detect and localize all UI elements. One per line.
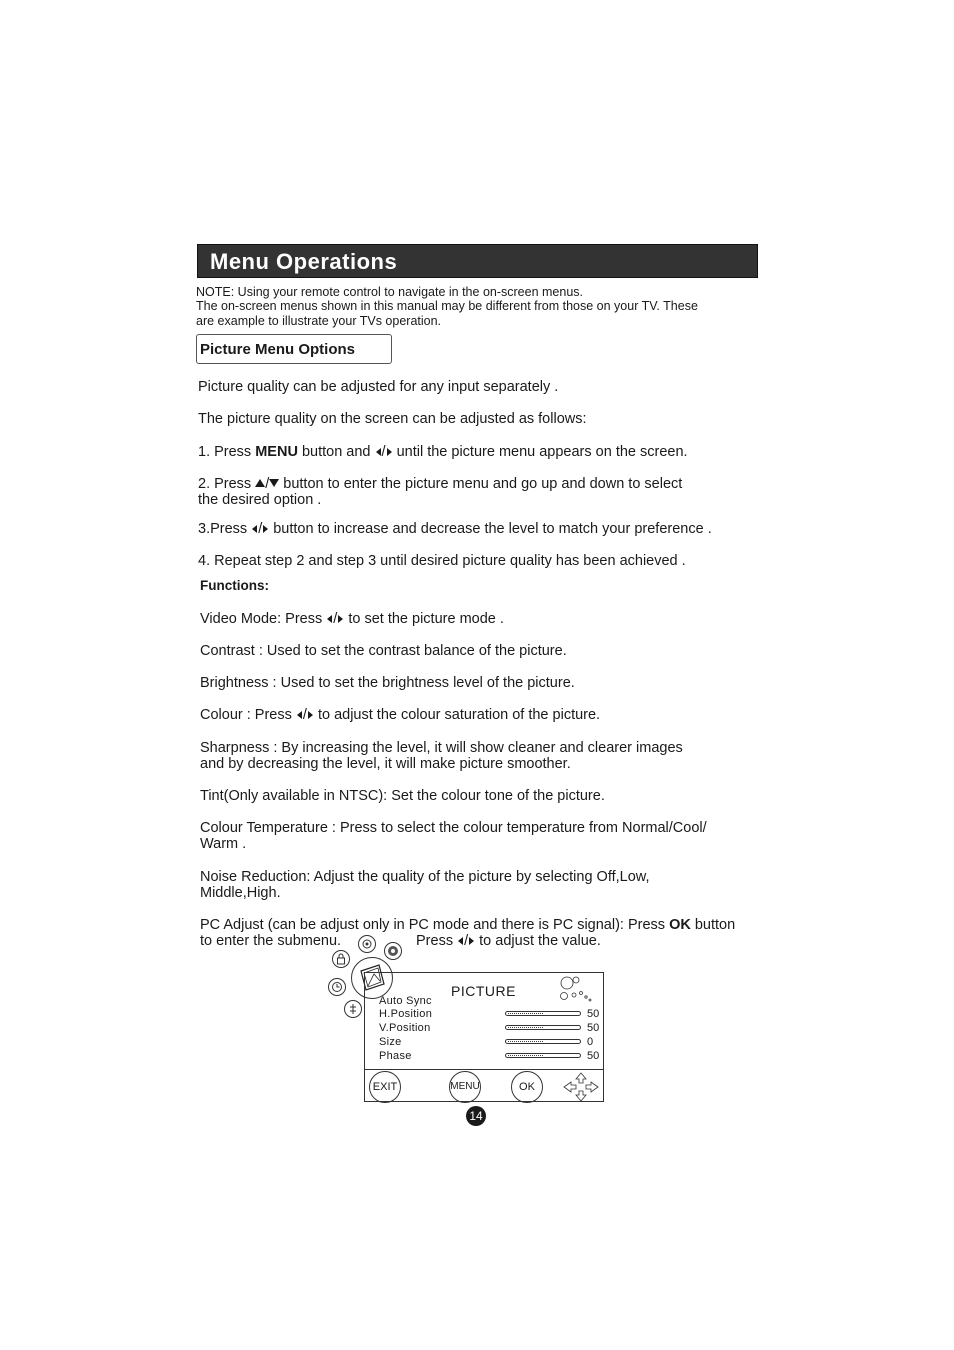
pc-sep: / (464, 933, 469, 949)
left-arrow-icon (458, 937, 463, 945)
note-line-1: NOTE: Using your remote control to navigate in the on-screen menus. (196, 285, 583, 299)
bubbles-icon (559, 975, 601, 1005)
colour-text-a: Colour : Press (200, 707, 296, 723)
title-bar (197, 244, 758, 278)
left-arrow-icon (297, 711, 302, 719)
step-3-text-a: 3.Press (198, 521, 252, 537)
colour-sep: / (302, 707, 307, 723)
h-position-bar[interactable] (505, 1011, 581, 1016)
step-1-text-a: 1. Press (198, 444, 256, 460)
step-3-text-b: button to increase and decrease the level to match your preference . (269, 521, 712, 537)
pc-text-a: PC Adjust (can be adjust only in PC mode and there is PC signal): Press (200, 917, 670, 933)
page-number: 14 (466, 1106, 486, 1126)
step-3-sep: / (258, 521, 263, 537)
function-brightness: Brightness : Used to set the brightness level of the picture. (200, 675, 575, 691)
v-position-value: 50 (587, 1022, 600, 1034)
left-arrow-icon (376, 448, 381, 456)
intro-paragraph-1: Picture quality can be adjusted for any input separately . (198, 379, 559, 395)
menu-key-label: MENU (255, 444, 298, 460)
size-value: 0 (587, 1036, 594, 1048)
step-2-continued: the desired option . (198, 492, 322, 508)
osd-item-auto-sync[interactable]: Auto Sync (379, 995, 432, 1007)
page-title: Menu Operations (210, 249, 398, 274)
video-text-b: to set the picture mode . (344, 611, 504, 627)
right-arrow-icon (263, 525, 268, 533)
function-colour (200, 707, 600, 723)
up-arrow-icon (255, 479, 265, 487)
right-arrow-icon (338, 615, 343, 623)
right-arrow-icon (387, 448, 392, 456)
down-arrow-icon (269, 479, 279, 487)
function-icon (344, 1000, 362, 1018)
left-arrow-icon (252, 525, 257, 533)
video-text-a: Video Mode: Press (200, 611, 327, 627)
note-line-3: are example to illustrate your TVs operation. (196, 314, 442, 328)
step-2-text-a: 2. Press (198, 476, 256, 492)
ok-button[interactable]: OK (511, 1071, 543, 1103)
v-position-bar[interactable] (505, 1025, 581, 1030)
function-noise-reduction-2: Middle,High. (200, 885, 281, 901)
osd-item-v-position[interactable]: V.Position (379, 1022, 431, 1034)
section-heading-box (196, 334, 392, 364)
function-sharpness-1: Sharpness : By increasing the level, it will show cleaner and clearer images (200, 740, 683, 756)
right-arrow-icon (308, 711, 313, 719)
function-pc-adjust-2: to enter the submenu. (200, 933, 342, 949)
function-colour-temperature-2: Warm . (200, 836, 247, 852)
size-bar[interactable] (505, 1039, 581, 1044)
time-icon (328, 978, 346, 996)
section-heading: Picture Menu Options (200, 341, 356, 358)
function-pc-adjust-1 (200, 917, 735, 933)
functions-heading: Functions: (200, 578, 269, 593)
step-3 (198, 521, 712, 537)
osd-divider (365, 1069, 603, 1070)
step-2-text-b: button to enter the picture menu and go up and down to select (279, 476, 683, 492)
menu-button[interactable]: MENU (449, 1071, 481, 1103)
note-line-2: The on-screen menus shown in this manual may be different from those on your TV. These (196, 299, 698, 313)
phase-value: 50 (587, 1050, 600, 1062)
step-2 (198, 476, 682, 492)
lock-icon (332, 950, 350, 968)
pc-text-d: to adjust the value. (475, 933, 601, 949)
step-2-sep: / (265, 476, 270, 492)
step-1-sep: / (381, 444, 386, 460)
left-arrow-icon (327, 615, 332, 623)
exit-button[interactable]: EXIT (369, 1071, 401, 1103)
osd-item-h-position[interactable]: H.Position (379, 1008, 433, 1020)
osd-item-phase[interactable]: Phase (379, 1050, 412, 1062)
osd-item-size[interactable]: Size (379, 1036, 402, 1048)
ok-key-label: OK (669, 917, 691, 933)
function-noise-reduction-1: Noise Reduction: Adjust the quality of the picture by selecting Off,Low, (200, 869, 650, 885)
step-4: 4. Repeat step 2 and step 3 until desired picture quality has been achieved . (198, 553, 686, 569)
phase-bar[interactable] (505, 1053, 581, 1058)
function-sharpness-2: and by decreasing the level, it will make picture smoother. (200, 756, 571, 772)
h-position-value: 50 (587, 1008, 600, 1020)
navigation-arrows-icon[interactable] (561, 1071, 601, 1103)
function-contrast: Contrast : Used to set the contrast balance of the picture. (200, 643, 567, 659)
function-pc-adjust-3 (416, 933, 601, 949)
step-1-text-b: button and (297, 444, 375, 460)
colour-text-b: to adjust the colour saturation of the picture. (313, 707, 601, 723)
video-sep: / (333, 611, 338, 627)
function-colour-temperature-1: Colour Temperature : Press to select the colour temperature from Normal/Cool/ (200, 820, 707, 836)
function-video-mode (200, 611, 504, 627)
pc-text-b: button (690, 917, 736, 933)
osd-title: PICTURE (451, 983, 516, 999)
osd-picture-menu (364, 972, 604, 1102)
pc-text-c: Press (416, 933, 458, 949)
sound-icon (358, 935, 376, 953)
right-arrow-icon (469, 937, 474, 945)
function-tint: Tint(Only available in NTSC): Set the colour tone of the picture. (200, 788, 605, 804)
step-1 (198, 444, 688, 460)
step-1-text-c: until the picture menu appears on the screen. (392, 444, 688, 460)
intro-paragraph-2: The picture quality on the screen can be adjusted as follows: (198, 411, 587, 427)
